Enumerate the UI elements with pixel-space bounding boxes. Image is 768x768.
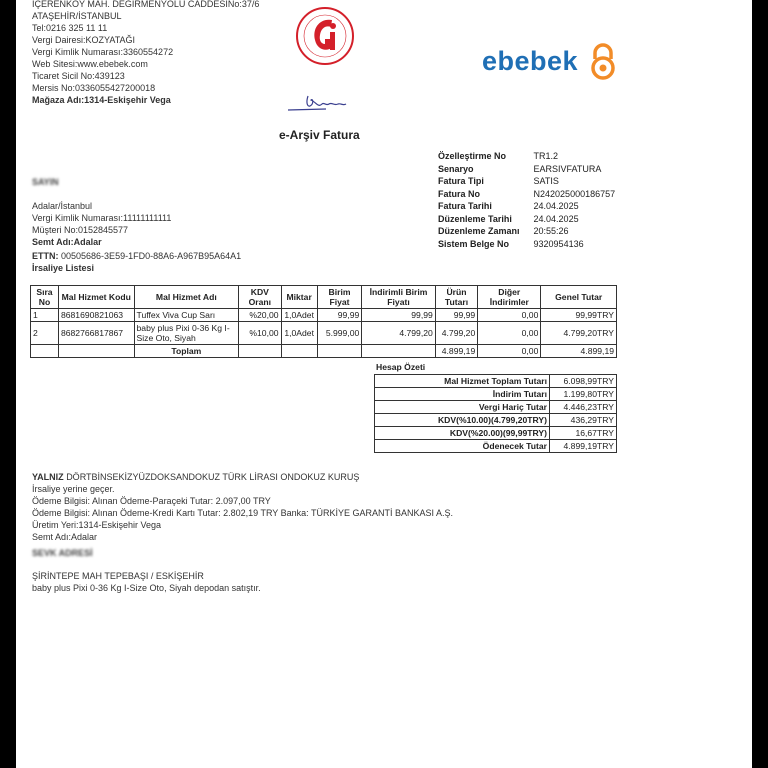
cell: baby plus Pixi 0-36 Kg I-Size Oto, Siyah bbox=[134, 322, 239, 345]
delivery-title: SEVK ADRESİ bbox=[32, 548, 93, 558]
info-key: Özelleştirme No bbox=[438, 151, 507, 161]
info-value: EARSIVFATURA bbox=[533, 163, 602, 174]
note-line: Üretim Yeri:1314-Eskişehir Vega bbox=[32, 520, 162, 530]
info-key: Fatura Tarihi bbox=[438, 201, 492, 211]
table-row bbox=[31, 322, 617, 345]
info-row bbox=[438, 188, 621, 201]
cell: 8682766817867 bbox=[58, 322, 134, 345]
cell: %10,00 bbox=[239, 322, 281, 345]
col-header: Sıra No bbox=[31, 286, 59, 309]
summary-value: 4.446,23TRY bbox=[550, 401, 617, 414]
buyer-line: Vergi Kimlik Numarası:11111111111 bbox=[32, 213, 172, 223]
col-header: Mal Hizmet Kodu bbox=[58, 286, 134, 309]
cell: 2 bbox=[31, 322, 59, 345]
col-header: Diğer İndirimler bbox=[478, 286, 541, 309]
total-row bbox=[31, 345, 617, 358]
seller-line: Vergi Dairesi:KOZYATAĞI bbox=[32, 35, 136, 45]
info-row bbox=[438, 213, 621, 226]
seller-line: ATAŞEHİR/İSTANBUL bbox=[32, 11, 122, 21]
info-value: 9320954136 bbox=[533, 238, 584, 249]
cell: 1 bbox=[31, 309, 59, 322]
seller-line: Tel:0216 325 11 11 bbox=[32, 23, 108, 33]
ettn-line bbox=[32, 250, 241, 262]
summary-row bbox=[375, 388, 617, 401]
col-header: Genel Tutar bbox=[541, 286, 617, 309]
col-header: Ürün Tutarı bbox=[435, 286, 477, 309]
summary-title: Hesap Özeti bbox=[376, 362, 426, 372]
seller-line: Vergi Kimlik Numarası:3360554272 bbox=[32, 47, 174, 57]
cell: 1,0Adet bbox=[281, 322, 317, 345]
buyer-line: Adalar/İstanbul bbox=[32, 201, 93, 211]
invoice-title: e-Arşiv Fatura bbox=[279, 128, 360, 142]
col-header: Birim Fiyat bbox=[317, 286, 362, 309]
info-key: Senaryo bbox=[438, 163, 474, 174]
cell: 99,99 bbox=[435, 309, 477, 322]
info-value: 24.04.2025 bbox=[533, 201, 579, 211]
cell: 99,99 bbox=[317, 309, 362, 322]
invoice-page bbox=[16, 0, 752, 768]
seller-line: Ticaret Sicil No:439123 bbox=[32, 71, 125, 81]
summary-key: İndirim Tutarı bbox=[375, 388, 550, 401]
info-key: Sistem Belge No bbox=[438, 238, 510, 249]
col-header: Mal Hizmet Adı bbox=[134, 286, 239, 309]
cell: 0,00 bbox=[478, 309, 541, 322]
cell: 4.799,20 bbox=[362, 322, 436, 345]
info-key: Düzenleme Zamanı bbox=[438, 226, 520, 236]
summary-row bbox=[375, 440, 617, 453]
irsaliye-title: İrsaliye Listesi bbox=[32, 263, 95, 273]
info-row bbox=[438, 175, 621, 188]
col-header: Miktar bbox=[281, 286, 317, 309]
info-row bbox=[438, 200, 621, 213]
yalniz-label: YALNIZ bbox=[32, 472, 64, 482]
ettn-label: ETTN: bbox=[32, 251, 59, 261]
delivery-address: ŞİRİNTEPE MAH TEPEBAŞI / ESKİŞEHİR bbox=[32, 571, 204, 581]
gib-logo-icon bbox=[294, 6, 356, 66]
brand-lock-icon bbox=[587, 43, 619, 81]
notes bbox=[32, 471, 453, 543]
brand-logo bbox=[482, 46, 578, 77]
buyer-line: Müşteri No:0152845577 bbox=[32, 225, 129, 235]
total-cell: 0,00 bbox=[478, 345, 541, 358]
cell: 1,0Adet bbox=[281, 309, 317, 322]
delivery-block bbox=[32, 547, 261, 594]
summary-table bbox=[374, 374, 617, 453]
info-row bbox=[438, 163, 621, 176]
summary-row bbox=[375, 414, 617, 427]
summary-value: 436,29TRY bbox=[550, 414, 617, 427]
summary-row bbox=[375, 401, 617, 414]
ettn-value: 00505686-3E59-1FD0-88A6-A967B95A64A1 bbox=[61, 251, 242, 261]
note-line: Ödeme Bilgisi: Alınan Ödeme-Paraçeki Tutar: 2.097,00 TRY bbox=[32, 496, 271, 506]
info-value: 20:55:26 bbox=[533, 226, 569, 236]
info-value: SATIS bbox=[533, 176, 559, 186]
summary-value: 4.899,19TRY bbox=[550, 440, 617, 453]
store-name: Mağaza Adı:1314-Eskişehir Vega bbox=[32, 95, 171, 105]
summary-key: KDV(%10.00)(4.799,20TRY) bbox=[375, 414, 550, 427]
signature-icon bbox=[286, 92, 348, 114]
total-label: Toplam bbox=[134, 345, 239, 358]
cell: Tuffex Viva Cup Sarı bbox=[134, 309, 239, 322]
cell: 99,99TRY bbox=[541, 309, 617, 322]
buyer-sayin: SAYIN bbox=[32, 177, 59, 187]
yalniz-text: DÖRTBİNSEKİZYÜZDOKSANDOKUZ TÜRK LİRASI ONDOKUZ KURUŞ bbox=[66, 472, 360, 482]
seller-line: Mersis No:0336055427200018 bbox=[32, 83, 156, 93]
cell: %20,00 bbox=[239, 309, 281, 322]
items-header-row bbox=[31, 286, 617, 309]
summary-key: KDV(%20.00)(99,99TRY) bbox=[375, 427, 550, 440]
invoice-info-table bbox=[438, 150, 621, 250]
note-line: Semt Adı:Adalar bbox=[32, 532, 98, 542]
cell: 99,99 bbox=[362, 309, 436, 322]
items-table bbox=[30, 285, 617, 358]
info-key: Fatura No bbox=[438, 188, 481, 199]
summary-value: 6.098,99TRY bbox=[550, 375, 617, 388]
total-cell: 4.899,19 bbox=[541, 345, 617, 358]
seller-info bbox=[32, 0, 259, 106]
info-value: 24.04.2025 bbox=[533, 213, 579, 224]
cell: 4.799,20TRY bbox=[541, 322, 617, 345]
summary-row bbox=[375, 375, 617, 388]
cell: 5.999,00 bbox=[317, 322, 362, 345]
delivery-note: baby plus Pixi 0-36 Kg I-Size Oto, Siyah depodan satıştır. bbox=[32, 583, 261, 593]
col-header: İndirimli Birim Fiyatı bbox=[362, 286, 436, 309]
yalniz-line bbox=[32, 471, 453, 483]
buyer-semt: Semt Adı:Adalar bbox=[32, 237, 102, 247]
summary-key: Mal Hizmet Toplam Tutarı bbox=[375, 375, 550, 388]
table-row bbox=[31, 309, 617, 322]
info-key: Fatura Tipi bbox=[438, 176, 484, 186]
info-key: Düzenleme Tarihi bbox=[438, 213, 512, 224]
summary-value: 16,67TRY bbox=[550, 427, 617, 440]
cell: 0,00 bbox=[478, 322, 541, 345]
buyer-info bbox=[32, 200, 241, 274]
summary-value: 1.199,80TRY bbox=[550, 388, 617, 401]
total-cell: 4.899,19 bbox=[435, 345, 477, 358]
info-value: N242025000186757 bbox=[533, 188, 616, 199]
info-row bbox=[438, 150, 621, 163]
cell: 4.799,20 bbox=[435, 322, 477, 345]
cell: 8681690821063 bbox=[58, 309, 134, 322]
seller-line: İÇERENKÖY MAH. DEĞİRMENYOLU CADDESİNo:37/6 bbox=[32, 0, 260, 9]
summary-key: Vergi Hariç Tutar bbox=[375, 401, 550, 414]
summary-row bbox=[375, 427, 617, 440]
info-row bbox=[438, 225, 621, 238]
note-line: İrsaliye yerine geçer. bbox=[32, 484, 115, 494]
col-header: KDV Oranı bbox=[239, 286, 281, 309]
seller-line: Web Sitesi:www.ebebek.com bbox=[32, 59, 148, 69]
summary-key: Ödenecek Tutar bbox=[375, 440, 550, 453]
info-value: TR1.2 bbox=[533, 151, 559, 161]
note-line: Ödeme Bilgisi: Alınan Ödeme-Kredi Kartı Tutar: 2.802,19 TRY Banka: TÜRKİYE GARANTİ BANKASI A.Ş. bbox=[32, 508, 454, 518]
info-row bbox=[438, 238, 621, 251]
brand-name: ebebek bbox=[482, 46, 579, 76]
